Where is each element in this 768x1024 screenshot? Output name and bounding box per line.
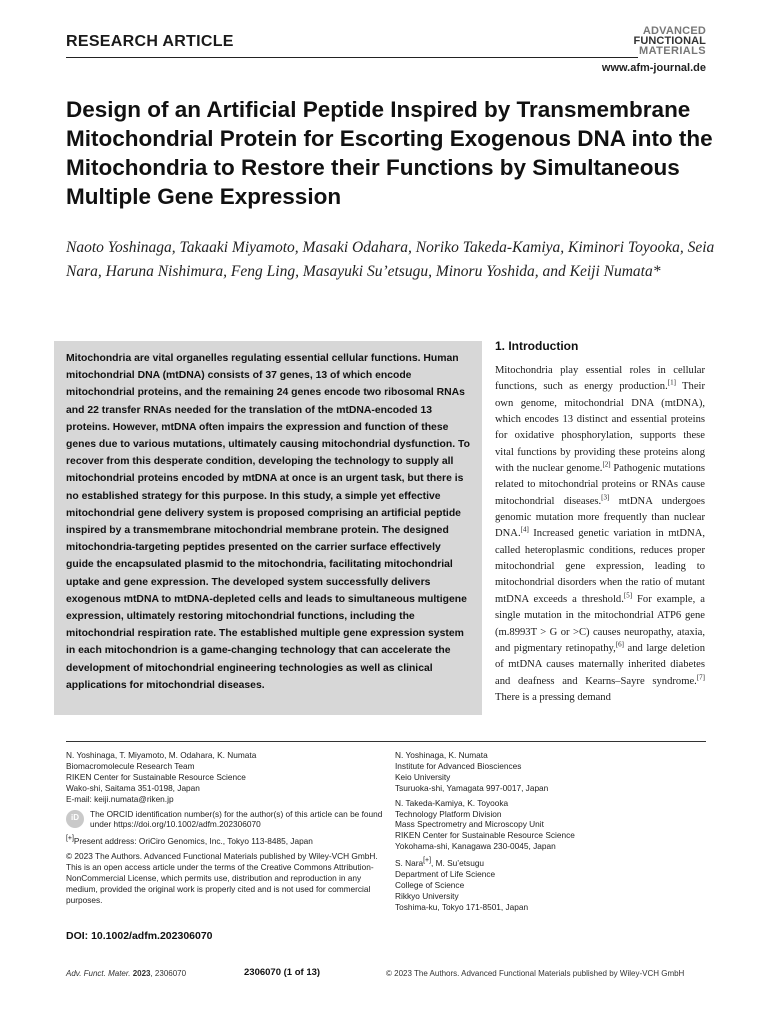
abstract-text: Mitochondria are vital organelles regulating essential cellular functions. Human mitochondrial DNA (mtDNA) consists of 37 genes, 13 of which encode mitochondrial proteins, and the remaining 24 genes encode two ribosomal RNAs and 22 transfer RNAs needed for the translation of the mtDNA-encoded 13 proteins. However, mtDNA often impairs the expression and function of these genes due to various mutations, ultimately causing mitochondrial dysfunction. To recover from this desperate condition, developing the technology to supply all mitochondrial proteins encoded by mtDNA at once is an urgent task, but there is no established strategy for this purpose. In this study, a simple yet effective mitochondrial gene delivery system is proposed comprising an artificial peptide inspired by a transmembrane mitochondrial membrane protein. The designed mitochondria-targeting peptides presented on the carrier surface effectively guide the encapsulated plasmid to the mitochondria, facilitating mitochondrial uptake and gene expression. The developed system successfully delivers exogenous mtDNA to mtDNA-depleted cells and leads to simultaneous multigene expression, ultimately restoring mitochondrial functions, including the mitochondrial respiration rate. The established multiple gene expression system in each mitochondrion is a game-changing technology that can accelerate the development of mitochondrial engineering technologies as well as clinical applications for mitochondrial diseases.: [66, 353, 470, 691]
logo-line-3: MATERIALS: [639, 44, 706, 57]
affiliation-line: Keio University: [395, 771, 451, 782]
affiliation-line: N. Yoshinaga, K. Numata: [395, 750, 488, 760]
introduction-body: [495, 363, 705, 706]
article-title: Design of an Artificial Peptide Inspired by Transmembrane Mitochondrial Protein for Escorting Exogenous DNA into the Mitochondria to Restore their Functions by Simultaneous Multiple Gene Expression: [66, 97, 713, 209]
affiliation-line: RIKEN Center for Sustainable Resource Science: [395, 830, 575, 841]
present-address-mark: [+]: [66, 835, 74, 843]
affiliation-line: Biomacromolecule Research Team: [66, 760, 195, 771]
footer-copyright: © 2023 The Authors. Advanced Functional Materials published by Wiley-VCH GmbH: [386, 969, 685, 978]
introduction-text-run: Their own genome, mitochondrial DNA (mtDNA), which encodes 13 distinct and essential proteins for oxidative phosphorylation, supports these vital functions by providing these proteins along with the nuclear genome.: [495, 381, 706, 475]
introduction-text-run: Pathogenic mutations related to mitochondrial proteins or RNAs cause mitochondrial diseases.: [495, 463, 706, 507]
citation-ref[interactable]: [2]: [602, 460, 611, 469]
introduction-text-run: Increased genetic variation in mtDNA, called heteroplasmic conditions, reduces proper mitochondrial gene expression, leading to mitochondrial disorders when the ratio of mutant mtDNA exceeds a threshold.: [495, 528, 705, 605]
doi-link[interactable]: DOI: 10.1002/adfm.202306070: [66, 930, 213, 942]
introduction-text-run: Mitochondria play essential roles in cellular functions, such as energy production.: [495, 365, 705, 393]
author-name: , M. Su’etsugu: [431, 857, 485, 868]
introduction-text-run: There is a pressing demand: [495, 691, 611, 703]
affiliations-right: [395, 750, 707, 916]
affiliation-line: RIKEN Center for Sustainable Resource Science: [66, 771, 246, 782]
affiliation-block-riken-tech: [395, 798, 707, 853]
affiliation-line: Yokohama-shi, Kanagawa 230-0045, Japan: [395, 841, 556, 852]
license-text: © 2023 The Authors. Advanced Functional Materials published by Wiley-VCH GmbH. This is an open access article under the terms of the Creative Commons Attribution-NonCommercial License, which permits use, distribution and reproduction in any medium, provided the original work is properly cited and is not used for commercial purposes.: [66, 851, 378, 905]
introduction-text-run: mtDNA undergoes genomic mutation more frequently than nuclear DNA.: [495, 495, 705, 540]
present-address-mark: [+]: [423, 857, 432, 865]
header-divider: [66, 57, 638, 58]
orcid-note: [66, 809, 386, 831]
orcid-icon[interactable]: iD: [66, 810, 84, 828]
affiliation-line: [395, 856, 707, 869]
footer-page-number: 2306070 (1 of 13): [244, 967, 321, 978]
orcid-text: The ORCID identification number(s) for the author(s) of this article can be found under https://doi.org/10.1002/adfm.202306070: [90, 808, 383, 830]
section-label: RESEARCH ARTICLE: [66, 33, 234, 50]
citation-ref[interactable]: [3]: [601, 493, 610, 502]
affiliation-line: Rikkyo University: [395, 890, 459, 901]
citation-ref[interactable]: [1]: [667, 378, 676, 387]
footer-year: 2023: [132, 969, 151, 978]
citation-ref[interactable]: [6]: [615, 640, 624, 649]
citation-ref[interactable]: [7]: [696, 673, 705, 681]
present-address: [66, 834, 386, 847]
citation-ref[interactable]: [5]: [623, 591, 633, 600]
affiliation-line: Wako-shi, Saitama 351-0198, Japan: [66, 782, 200, 793]
affiliation-line: Toshima-ku, Tokyo 171-8501, Japan: [395, 901, 529, 912]
present-address-text: Present address: OriCiro Genomics, Inc., Tokyo 113-8485, Japan: [73, 836, 313, 847]
footer-citation: [66, 969, 186, 978]
introduction-text-run: and large deletion of mtDNA causes maternally inherited diabetes and deafness and Kearns–Sayre syndrome.: [495, 642, 705, 687]
logo-line-2: FUNCTIONAL: [633, 34, 706, 47]
affiliation-line: Technology Platform Division: [395, 808, 502, 819]
affiliations-divider: [66, 741, 706, 742]
logo-line-1: ADVANCED: [642, 25, 706, 37]
introduction-heading: 1. Introduction: [495, 339, 579, 353]
footer-article-number: , 2306070: [150, 969, 187, 978]
author-name: S. Nara: [395, 857, 424, 868]
affiliation-block-rikkyo: [395, 856, 707, 912]
affiliation-block-keio: [395, 750, 707, 794]
affiliation-line: N. Yoshinaga, T. Miyamoto, M. Odahara, K. Numata: [66, 750, 257, 760]
citation-ref[interactable]: [4]: [520, 525, 529, 534]
journal-logo: [626, 27, 706, 57]
affiliations-left: [66, 750, 386, 910]
affiliation-line: College of Science: [395, 879, 465, 890]
introduction-text-run: For example, a single mutation in the mitochondrial ATP6 gene (m.8993T > G or >C) causes neuropathy, ataxia, and pigmentary retinopathy,: [495, 593, 705, 654]
affiliation-line: Department of Life Science: [395, 868, 496, 879]
affiliation-line: N. Takeda-Kamiya, K. Toyooka: [395, 797, 509, 808]
affiliation-line: Mass Spectrometry and Microscopy Unit: [395, 819, 544, 830]
email-link[interactable]: E-mail: keiji.numata@riken.jp: [66, 793, 174, 804]
affiliation-block-riken: [66, 750, 386, 805]
footer-journal-name: Adv. Funct. Mater.: [66, 969, 133, 978]
journal-url-link[interactable]: www.afm-journal.de: [601, 62, 706, 74]
affiliation-line: Institute for Advanced Biosciences: [395, 760, 522, 771]
affiliation-line: Tsuruoka-shi, Yamagata 997-0017, Japan: [395, 782, 549, 793]
author-list: Naoto Yoshinaga, Takaaki Miyamoto, Masaki Odahara, Noriko Takeda-Kamiya, Kiminori Toyooka, Seia Nara, Haruna Nishimura, Feng Ling, Masayuki Su’etsugu, Minoru Yoshida, and Keiji Numata*: [66, 239, 715, 280]
